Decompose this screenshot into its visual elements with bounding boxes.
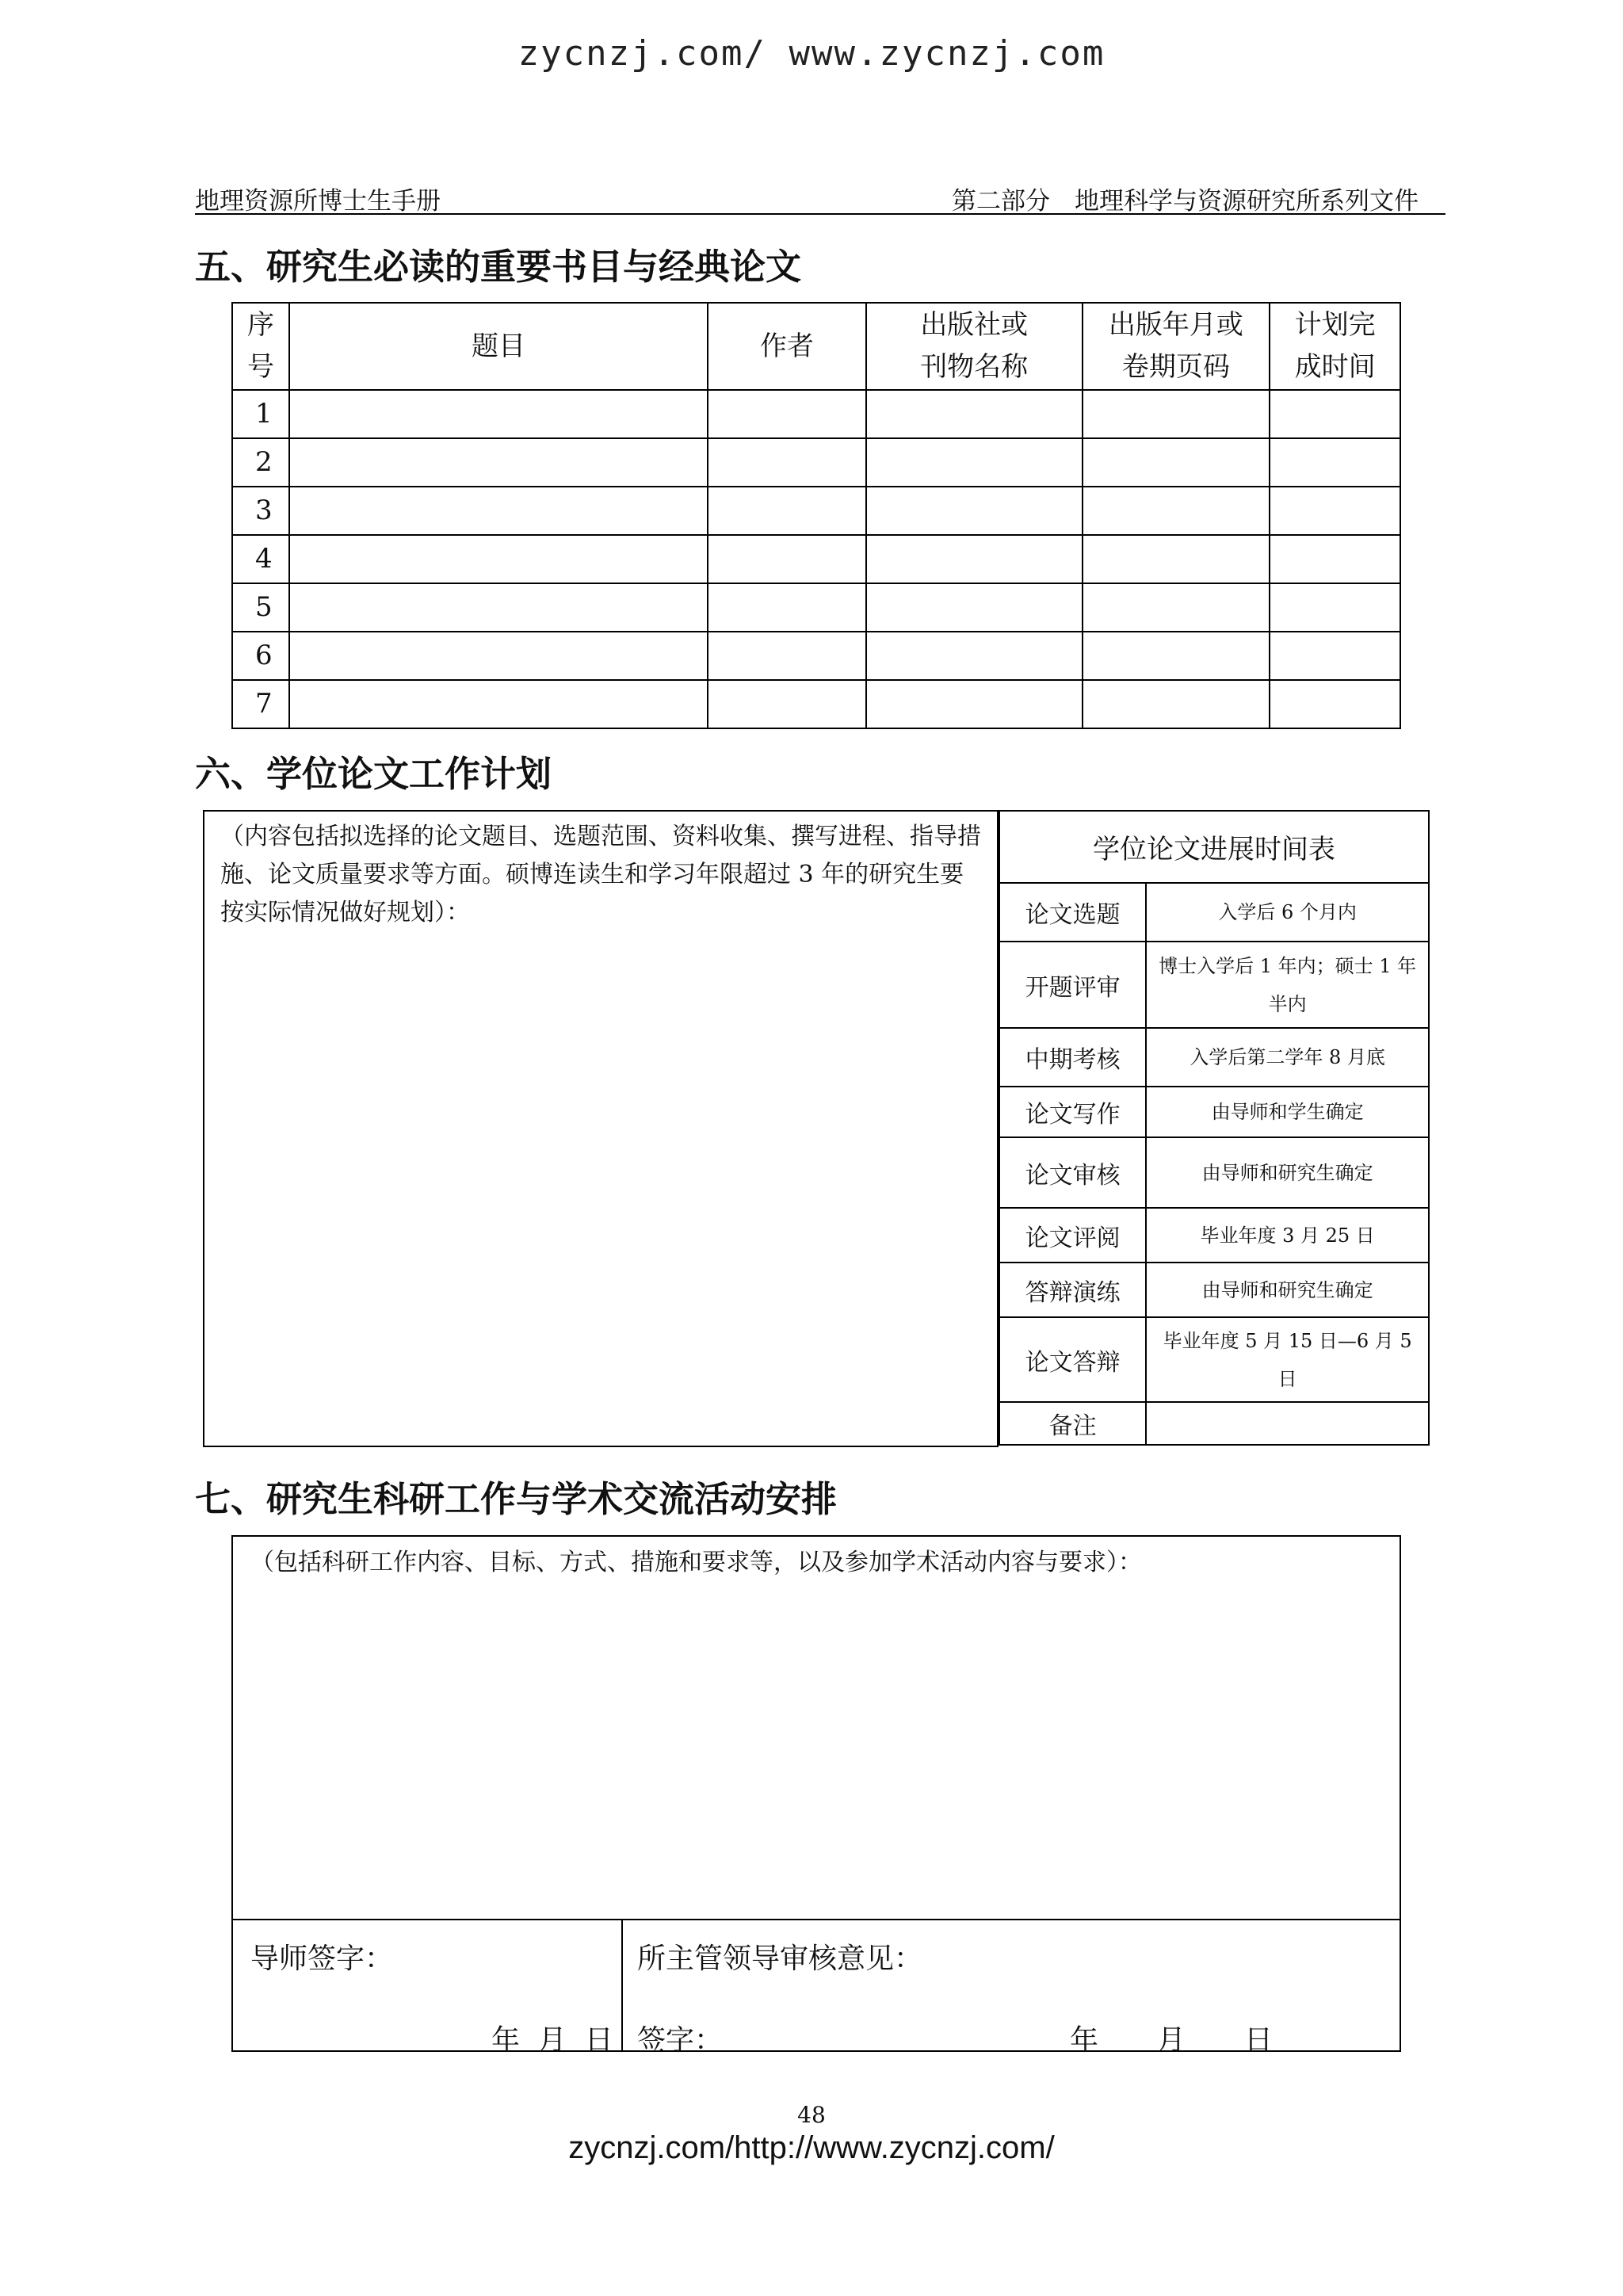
schedule-title: 学位论文进展时间表: [999, 811, 1429, 883]
schedule-stage: 开题评审: [999, 942, 1146, 1028]
cell-title[interactable]: [289, 632, 708, 680]
cell-author[interactable]: [708, 583, 866, 632]
section7-title: 七、研究生科研工作与学术交流活动安排: [195, 1478, 838, 1520]
cell-date-pages[interactable]: [1083, 487, 1270, 535]
table-row: [232, 487, 1400, 535]
cell-plan-time[interactable]: [1270, 583, 1400, 632]
schedule-row: [999, 1137, 1429, 1208]
leader-sign-label: 签字：: [637, 2024, 724, 2057]
schedule-stage: 中期考核: [999, 1028, 1146, 1087]
cell-publisher[interactable]: [866, 438, 1083, 487]
research-activity-instruction: （包括科研工作内容、目标、方式、措施和要求等，以及参加学术活动内容与要求）：: [250, 1549, 1142, 1576]
cell-date-pages[interactable]: [1083, 583, 1270, 632]
cell-author[interactable]: [708, 438, 866, 487]
col-header-author: 作者: [708, 303, 866, 390]
schedule-row: [999, 1087, 1429, 1137]
row-number: 1: [232, 390, 289, 438]
schedule-stage: 论文选题: [999, 883, 1146, 942]
row-number: 2: [232, 438, 289, 487]
schedule-row: [999, 1317, 1429, 1402]
header-rule: [195, 213, 1445, 215]
watermark-top: zycnzj.com/ www.zycnzj.com: [517, 33, 1106, 74]
table-row: [232, 535, 1400, 583]
schedule-time: 由导师和学生确定: [1146, 1087, 1429, 1137]
schedule-row: [999, 1208, 1429, 1263]
schedule-stage: 论文审核: [999, 1137, 1146, 1208]
table-row: [232, 680, 1400, 728]
cell-publisher[interactable]: [866, 487, 1083, 535]
cell-author[interactable]: [708, 390, 866, 438]
cell-author[interactable]: [708, 487, 866, 535]
cell-title[interactable]: [289, 535, 708, 583]
cell-title[interactable]: [289, 680, 708, 728]
schedule-stage: 论文答辩: [999, 1317, 1146, 1402]
col-header-date-pages: 出版年月或 卷期页码: [1083, 303, 1270, 390]
row-number: 5: [232, 583, 289, 632]
section5-title: 五、研究生必读的重要书目与经典论文: [195, 246, 802, 288]
schedule-time: 由导师和研究生确定: [1146, 1137, 1429, 1208]
table-row: [232, 390, 1400, 438]
row-number: 4: [232, 535, 289, 583]
cell-date-pages[interactable]: [1083, 390, 1270, 438]
schedule-time: 入学后第二学年 8 月底: [1146, 1028, 1429, 1087]
col-header-index: 序 号: [232, 303, 289, 390]
schedule-row: [999, 942, 1429, 1028]
leader-date-month: 月: [1157, 2024, 1186, 2057]
schedule-title-row: [999, 811, 1429, 883]
cell-author[interactable]: [708, 535, 866, 583]
thesis-plan-instruction: （内容包括拟选择的论文题目、选题范围、资料收集、撰写进程、指导措施、论文质量要求等方面。硕博连读生和学习年限超过 3 年的研究生要按实际情况做好规划）：: [220, 823, 981, 926]
cell-title[interactable]: [289, 438, 708, 487]
cell-plan-time[interactable]: [1270, 632, 1400, 680]
section6-title: 六、学位论文工作计划: [195, 753, 552, 795]
col-header-title: 题目: [289, 303, 708, 390]
table-row: [232, 632, 1400, 680]
schedule-time: 毕业年度 3 月 25 日: [1146, 1208, 1429, 1263]
schedule-row: [999, 1402, 1429, 1445]
col-header-publisher: 出版社或 刊物名称: [866, 303, 1083, 390]
cell-publisher[interactable]: [866, 535, 1083, 583]
schedule-stage: 论文写作: [999, 1087, 1146, 1137]
schedule-stage: 备注: [999, 1402, 1146, 1445]
leader-opinion-label: 所主管领导审核意见：: [637, 1943, 923, 1975]
schedule-row: [999, 1263, 1429, 1317]
header-left: 地理资源所博士生手册: [195, 187, 441, 216]
cell-title[interactable]: [289, 583, 708, 632]
cell-plan-time[interactable]: [1270, 487, 1400, 535]
schedule-time: 博士入学后 1 年内；硕士 1 年半内: [1146, 942, 1429, 1028]
reading-list-table: [231, 302, 1401, 729]
schedule-row: [999, 1028, 1429, 1087]
thesis-plan-box[interactable]: [203, 810, 999, 1447]
row-number: 3: [232, 487, 289, 535]
cell-plan-time[interactable]: [1270, 680, 1400, 728]
schedule-stage: 答辩演练: [999, 1263, 1146, 1317]
schedule-time: 入学后 6 个月内: [1146, 883, 1429, 942]
schedule-time: 毕业年度 5 月 15 日—6 月 5 日: [1146, 1317, 1429, 1402]
schedule-notes-field[interactable]: [1146, 1402, 1429, 1445]
thesis-schedule-table: [999, 810, 1430, 1446]
leader-date-day: 日: [1244, 2024, 1274, 2057]
leader-date-year: 年: [1070, 2024, 1099, 2057]
cell-publisher[interactable]: [866, 583, 1083, 632]
table-header-row: [232, 303, 1400, 390]
cell-title[interactable]: [289, 487, 708, 535]
cell-publisher[interactable]: [866, 632, 1083, 680]
cell-plan-time[interactable]: [1270, 535, 1400, 583]
signature-divider: [621, 1920, 623, 2052]
cell-author[interactable]: [708, 632, 866, 680]
cell-publisher[interactable]: [866, 390, 1083, 438]
table-row: [232, 438, 1400, 487]
schedule-row: [999, 883, 1429, 942]
schedule-stage: 论文评阅: [999, 1208, 1146, 1263]
cell-date-pages[interactable]: [1083, 438, 1270, 487]
advisor-sign-label: 导师签字：: [250, 1943, 394, 1975]
row-number: 6: [232, 632, 289, 680]
table-row: [232, 583, 1400, 632]
watermark-bottom: zycnzj.com/http://www.zycnzj.com/: [568, 2130, 1055, 2165]
col-header-plan-time: 计划完 成时间: [1270, 303, 1400, 390]
cell-date-pages[interactable]: [1083, 535, 1270, 583]
cell-author[interactable]: [708, 680, 866, 728]
header-right: 第二部分 地理科学与资源研究所系列文件: [952, 187, 1419, 216]
cell-date-pages[interactable]: [1083, 680, 1270, 728]
schedule-time: 由导师和研究生确定: [1146, 1263, 1429, 1317]
research-activity-box[interactable]: [231, 1535, 1401, 1920]
row-number: 7: [232, 680, 289, 728]
cell-plan-time[interactable]: [1270, 438, 1400, 487]
cell-plan-time[interactable]: [1270, 390, 1400, 438]
advisor-date: 年 月 日: [491, 2024, 613, 2057]
page-number: 48: [797, 2102, 826, 2128]
cell-date-pages[interactable]: [1083, 632, 1270, 680]
cell-publisher[interactable]: [866, 680, 1083, 728]
cell-title[interactable]: [289, 390, 708, 438]
